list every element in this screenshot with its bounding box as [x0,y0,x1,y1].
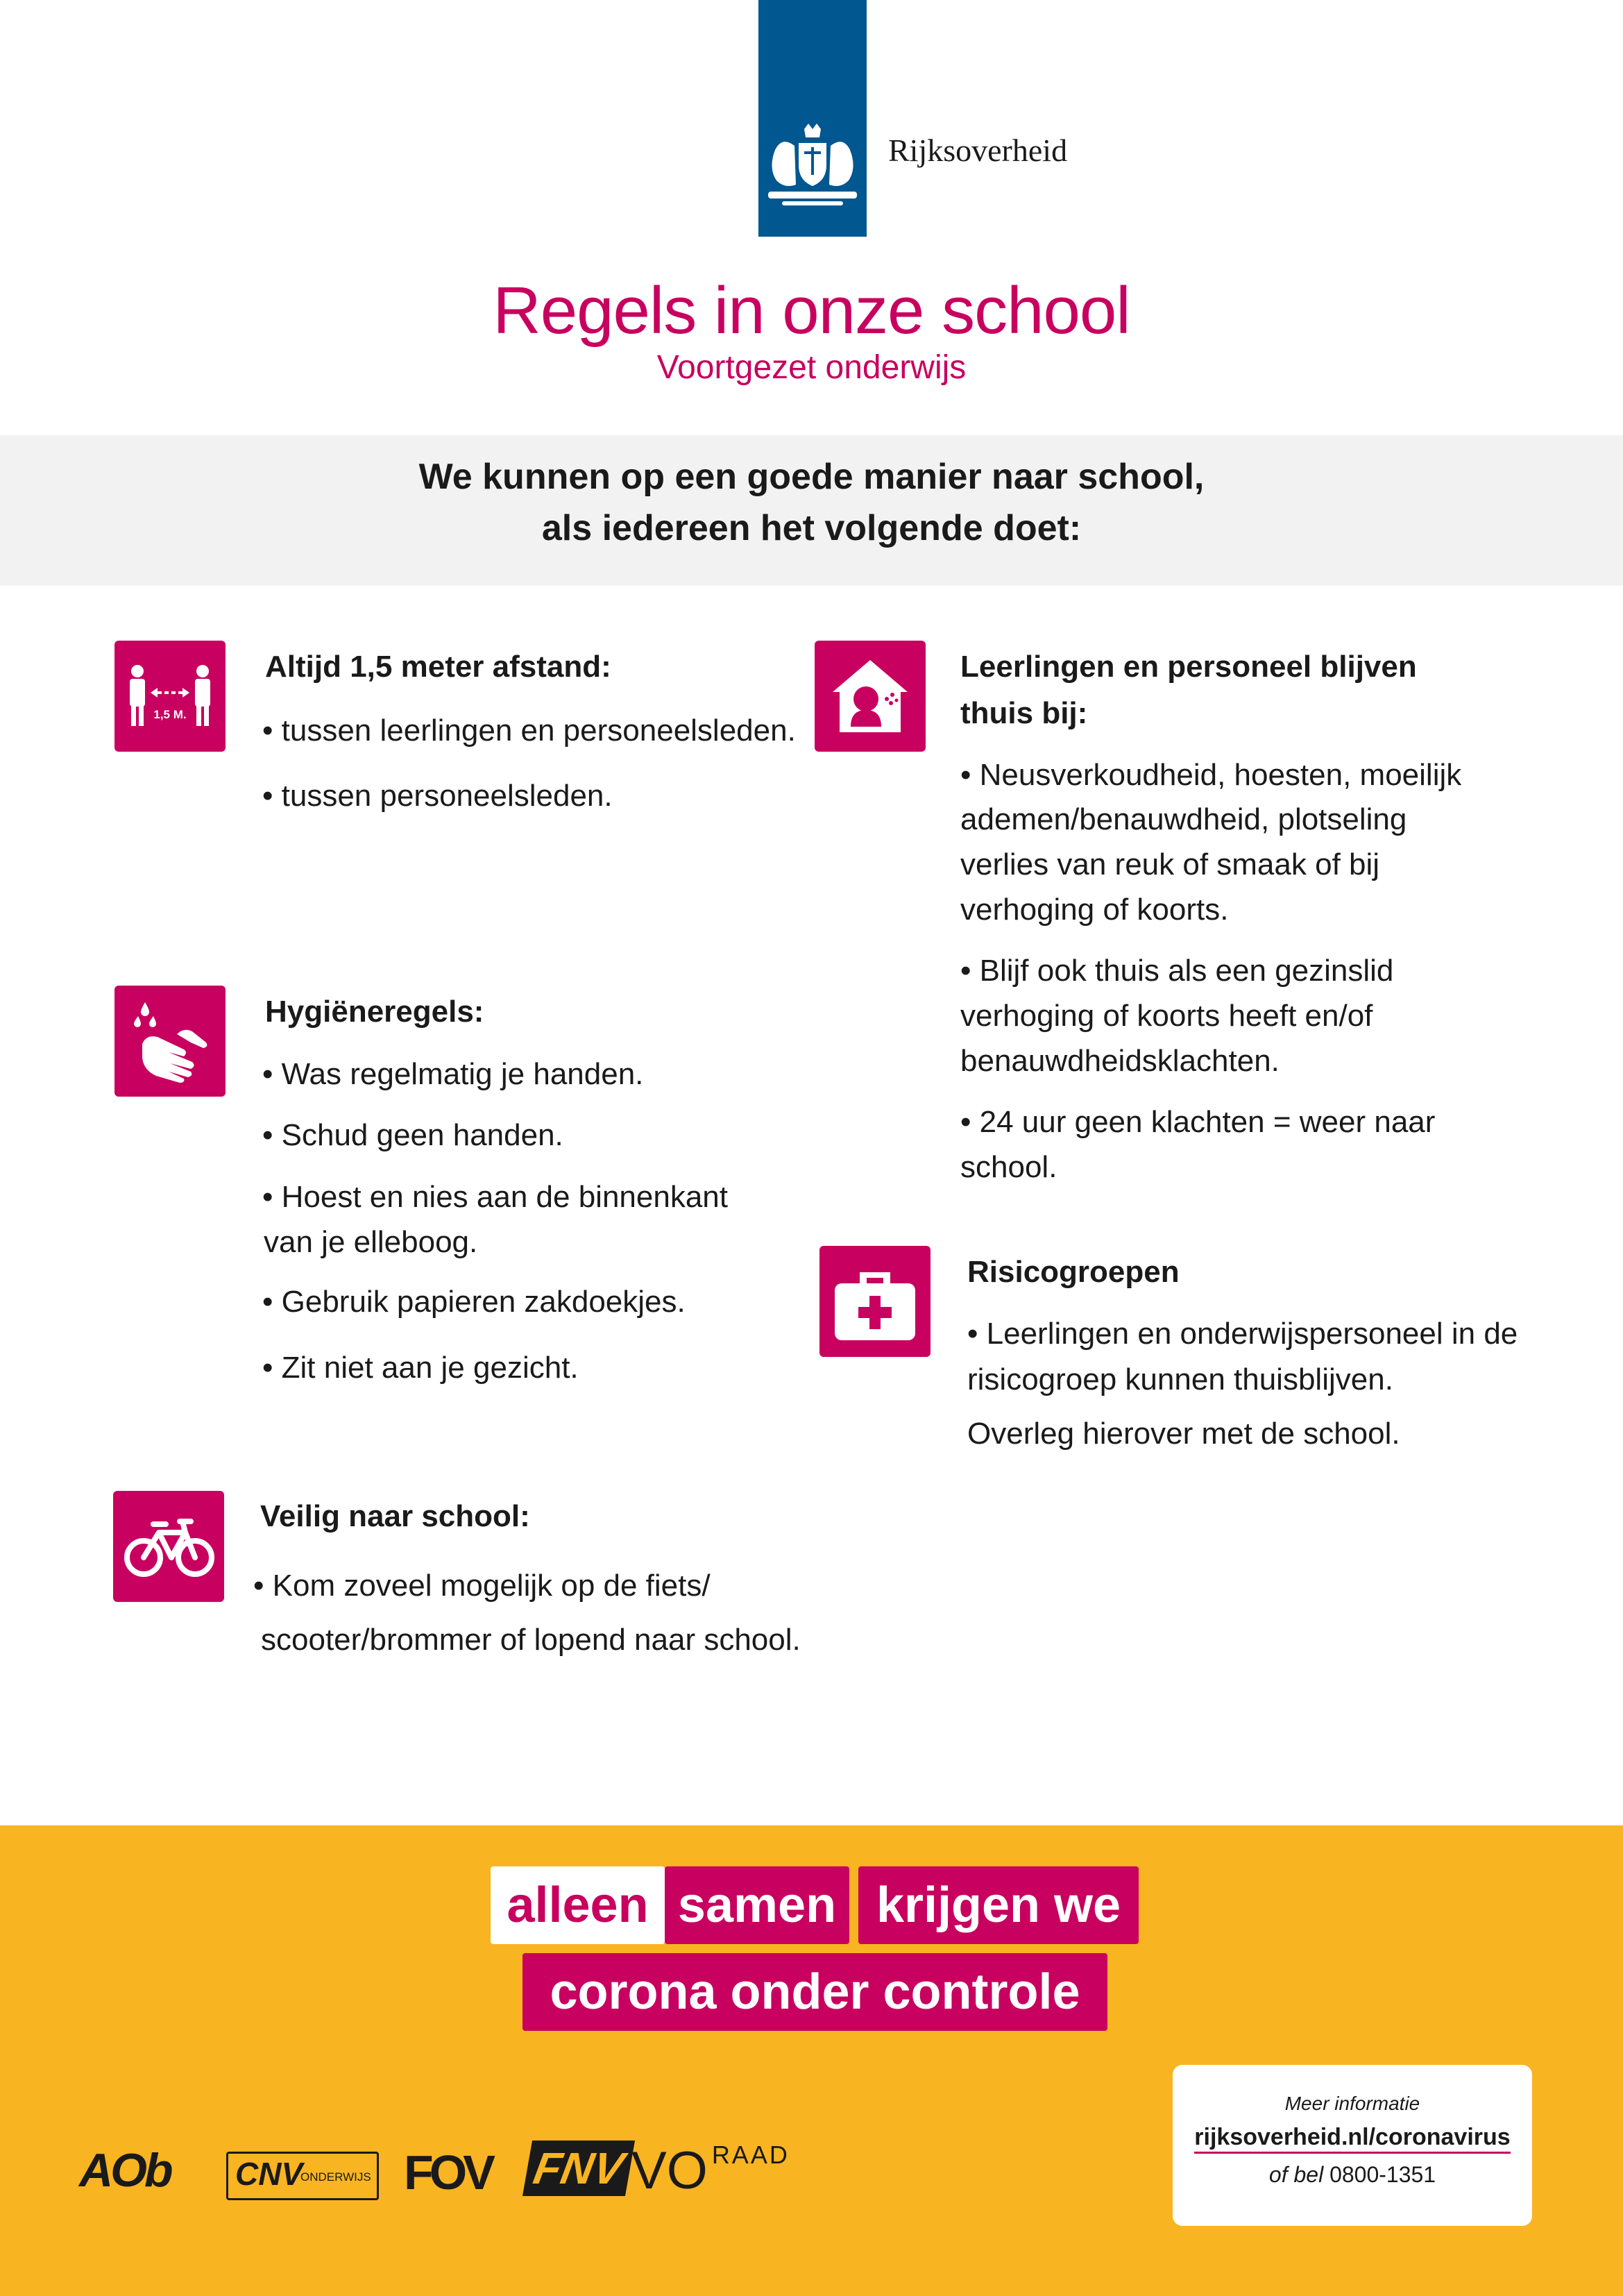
info-link[interactable] [1173,2124,1532,2151]
slogan-line: corona onder controle [522,1953,1107,2031]
hygiene-heading: Hygiëneregels: [265,995,484,1029]
slogan-word: krijgen we [858,1866,1139,1944]
page-title: Regels in onze school [493,273,1130,348]
risk-heading: Risicogroepen [967,1255,1180,1289]
list-item: • Neusverkoudheid, hoesten, moeilijk [960,758,1462,792]
partner-logo-fov: FOV [404,2145,491,2200]
list-item: scooter/brommer of lopend naar school. [261,1623,801,1657]
info-phone-prefix: of bel [1268,2162,1324,2187]
info-phone [1173,2162,1532,2188]
coat-of-arms-icon [761,122,864,212]
page-subtitle: Voortgezet onderwijs [656,349,967,386]
list-item: benauwdheidsklachten. [960,1044,1280,1078]
list-item: • Blijf ook thuis als een gezinslid [960,954,1394,988]
list-item: • Hoest en nies aan de binnenkant [262,1180,728,1214]
brand-name: Rijksoverheid [888,133,1068,168]
list-item: van je elleboog. [264,1225,478,1259]
partner-vo-sub: RAAD [711,2141,790,2169]
slogan-word: samen [665,1866,849,1944]
distance-icon [114,641,226,752]
list-item: risicogroep kunnen thuisblijven. [967,1362,1393,1396]
list-item: verhoging of koorts heeft en/of [960,999,1373,1033]
list-item: verhoging of koorts. [960,893,1229,927]
list-item: • 24 uur geen klachten = weer naar [960,1105,1436,1139]
distance-icon-label: 1,5 M. [153,708,187,721]
bicycle-icon [113,1491,224,1602]
logo-bar [758,0,867,237]
list-item: • Kom zoveel mogelijk op de fiets/ [253,1569,711,1603]
partner-logo-vo [631,2141,790,2201]
list-item: verlies van reuk of smaak of bij [960,847,1380,881]
partner-logo-aob: AOb [79,2144,171,2197]
stay-home-heading: Leerlingen en personeel blijven [960,650,1417,684]
distance-heading: Altijd 1,5 meter afstand: [265,650,611,684]
partner-vo-name: VO [631,2141,708,2200]
list-item: • Was regelmatig je handen. [262,1057,644,1091]
list-item: • Schud geen handen. [262,1118,563,1152]
travel-heading: Veilig naar school: [260,1499,530,1533]
list-item: • Gebruik papieren zakdoekjes. [262,1285,686,1319]
stay-home-heading: thuis bij: [960,696,1088,730]
intro-line: als iedereen het volgende doet: [541,508,1082,548]
home-sick-icon [815,641,926,752]
intro-line: We kunnen op een goede manier naar school, [418,457,1205,497]
partner-cnv-sub: ONDERWIJS [300,2170,371,2184]
info-phone-number: 0800-1351 [1329,2162,1436,2187]
info-label: Meer informatie [1284,2093,1420,2114]
intro-band [0,435,1623,586]
info-box [1173,2065,1532,2226]
partner-cnv-name: CNV [235,2156,303,2192]
slogan-word: alleen [491,1866,665,1944]
list-item: ademen/benauwdheid, plotseling [960,802,1407,836]
list-item: school. [960,1150,1057,1184]
partner-logo-fnv: FNV [522,2141,635,2196]
partner-logo-cnv [226,2152,379,2200]
info-link-text[interactable]: rijksoverheid.nl/coronavirus [1194,2124,1510,2154]
handwash-icon [114,986,226,1097]
list-item: • tussen personeelsleden. [262,779,613,813]
list-item: • Zit niet aan je gezicht. [262,1351,579,1385]
list-item: • tussen leerlingen en personeelsleden. [262,714,796,748]
list-item: Overleg hierover met de school. [967,1417,1400,1451]
first-aid-icon [819,1246,931,1357]
list-item: • Leerlingen en onderwijspersoneel in de [967,1317,1518,1351]
